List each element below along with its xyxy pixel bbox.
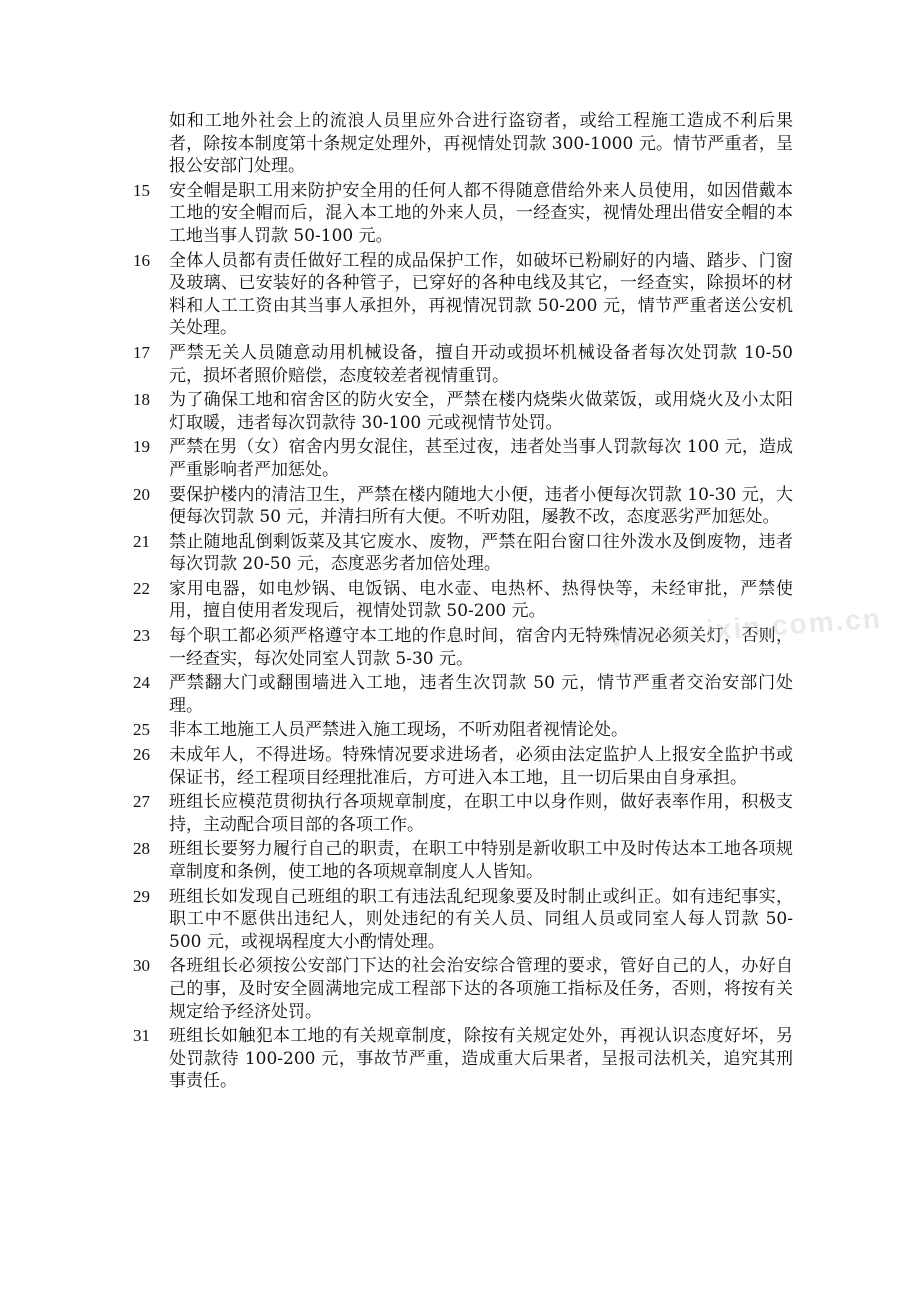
item-number: 19 xyxy=(133,437,150,457)
list-item xyxy=(133,886,793,954)
item-text: 班组长如触犯本工地的有关规章制度，除按有关规定处外，再视认识态度好坏，另处罚款待 100-200 元，事故节严重，造成重大后果者，呈报司法机关，追究其刑事责任。 xyxy=(169,1026,793,1092)
item-number: 22 xyxy=(133,578,150,598)
item-number: 17 xyxy=(133,342,150,362)
list-item xyxy=(133,672,793,717)
item-text: 严禁无关人员随意动用机械设备，擅自开动或损坏机械设备者每次处罚款 10-50 元，损坏者照价赔偿，态度较差者视情重罚。 xyxy=(169,342,793,386)
item-text: 严禁翻大门或翻围墙进入工地，违者生次罚款 50 元，情节严重者交治安部门处理。 xyxy=(169,673,793,716)
list-item xyxy=(133,744,793,789)
list-item xyxy=(133,389,793,434)
watermark: www.zixin.com.cn xyxy=(609,602,883,653)
item-number: 29 xyxy=(133,886,150,906)
item-text: 班组长要努力履行自己的职责，在职工中特别是新收职工中及时传达本工地各项规章制度和条例，使工地的各项规章制度人人皆知。 xyxy=(169,839,793,882)
item-text: 班组长应模范贯彻执行各项规章制度，在职工中以身作则，做好表率作用，积极支持，主动配合项目部的各项工作。 xyxy=(169,792,793,835)
item-number: 23 xyxy=(133,626,150,646)
item-number: 21 xyxy=(133,531,150,551)
item-text: 班组长如发现自己班组的职工有违法乱纪现象要及时制止或纠正。如有违纪事实，职工中不愿供出违纪人，则处违纪的有关人员、同组人员或同室人每人罚款 50-500 元，或视埚程度大小酌情处理。 xyxy=(169,886,793,952)
list-item xyxy=(133,531,793,576)
item-number: 27 xyxy=(133,792,150,812)
item-number: 26 xyxy=(133,745,150,765)
item-number: 20 xyxy=(133,484,150,504)
item-text: 非本工地施工人员严禁进入施工现场，不听劝阻者视情论处。 xyxy=(169,720,628,741)
item-text: 要保护楼内的清洁卫生，严禁在楼内随地大小便，违者小便每次罚款 10-30 元，大便每次罚款 50 元，并清扫所有大便。不听劝阻，屡教不改，态度恶劣严加惩处。 xyxy=(169,484,793,528)
list-item xyxy=(133,342,793,387)
item-number: 28 xyxy=(133,839,150,859)
item-text: 每个职工都必须严格遵守本工地的作息时间，宿舍内无特殊情况必须关灯，否则，一经查实，每次处同室人罚款 5-30 元。 xyxy=(169,626,793,669)
list-item xyxy=(133,719,793,742)
item-text: 家用电器，如电炒锅、电饭锅、电水壶、电热杯、热得快等，未经审批，严禁使用，擅自使用者发现后，视情处罚款 50-200 元。 xyxy=(169,578,793,622)
item-number: 25 xyxy=(133,720,150,740)
item-number: 24 xyxy=(133,673,150,693)
item-number: 15 xyxy=(133,180,150,200)
list-item xyxy=(133,180,793,248)
item-text: 全体人员都有责任做好工程的成品保护工作，如破坏已粉刷好的内墙、踏步、门窗及玻璃、已安装好的各种管子，已穿好的各种电线及其它，一经查实，除损坏的材料和人工工资由其当事人承担外，再视情况罚款 50-200 元，情节严重者送公安机关处理。 xyxy=(169,250,793,339)
list-item xyxy=(133,838,793,883)
item-number: 30 xyxy=(133,956,150,976)
item-text: 各班组长必须按公安部门下达的社会治安综合管理的要求，管好自己的人，办好自己的事，及时安全圆满地完成工程部下达的各项施工指标及任务，否则，将按有关规定给予经济处罚。 xyxy=(169,956,793,1022)
item-text: 为了确保工地和宿舍区的防火安全，严禁在楼内烧柴火做菜饭，或用烧火及小太阳灯取暖，违者每次罚款待 30-100 元或视情节处罚。 xyxy=(169,390,793,433)
item-text: 未成年人，不得进场。特殊情况要求进场者，必须由法定监护人上报安全监护书或保证书，经工程项目经理批准后，方可进入本工地，且一切后果由自身承担。 xyxy=(169,745,793,788)
list-item xyxy=(133,955,793,1023)
item-text: 禁止随地乱倒剩饭菜及其它废水、废物，严禁在阳台窗口往外泼水及倒废物，违者每次罚款 20-50 元，态度恶劣者加倍处理。 xyxy=(169,531,793,575)
document-body xyxy=(133,110,793,1093)
item-number: 18 xyxy=(133,390,150,410)
list-item xyxy=(133,791,793,836)
list-item xyxy=(133,1025,793,1093)
item-text: 严禁在男（女）宿舍内男女混住，甚至过夜，违者处当事人罚款每次 100 元，造成严重影响者严加惩处。 xyxy=(169,437,793,480)
list-item xyxy=(133,484,793,529)
item-number: 31 xyxy=(133,1026,150,1046)
item-number: 16 xyxy=(133,250,150,270)
list-item xyxy=(133,436,793,481)
intro-paragraph: 如和工地外社会上的流浪人员里应外合进行盗窃者，或给工程施工造成不利后果者，除按本制度第十条规定处理外，再视情处罚款 300-1000 元。情节严重者，呈报公安部门处理。 xyxy=(169,111,793,177)
list-item xyxy=(133,250,793,340)
item-text: 安全帽是职工用来防护安全用的任何人都不得随意借给外来人员使用，如因借戴本工地的安全帽而后，混入本工地的外来人员，一经查实，视情处理出借安全帽的本工地当事人罚款 50-100 元。 xyxy=(169,180,793,246)
